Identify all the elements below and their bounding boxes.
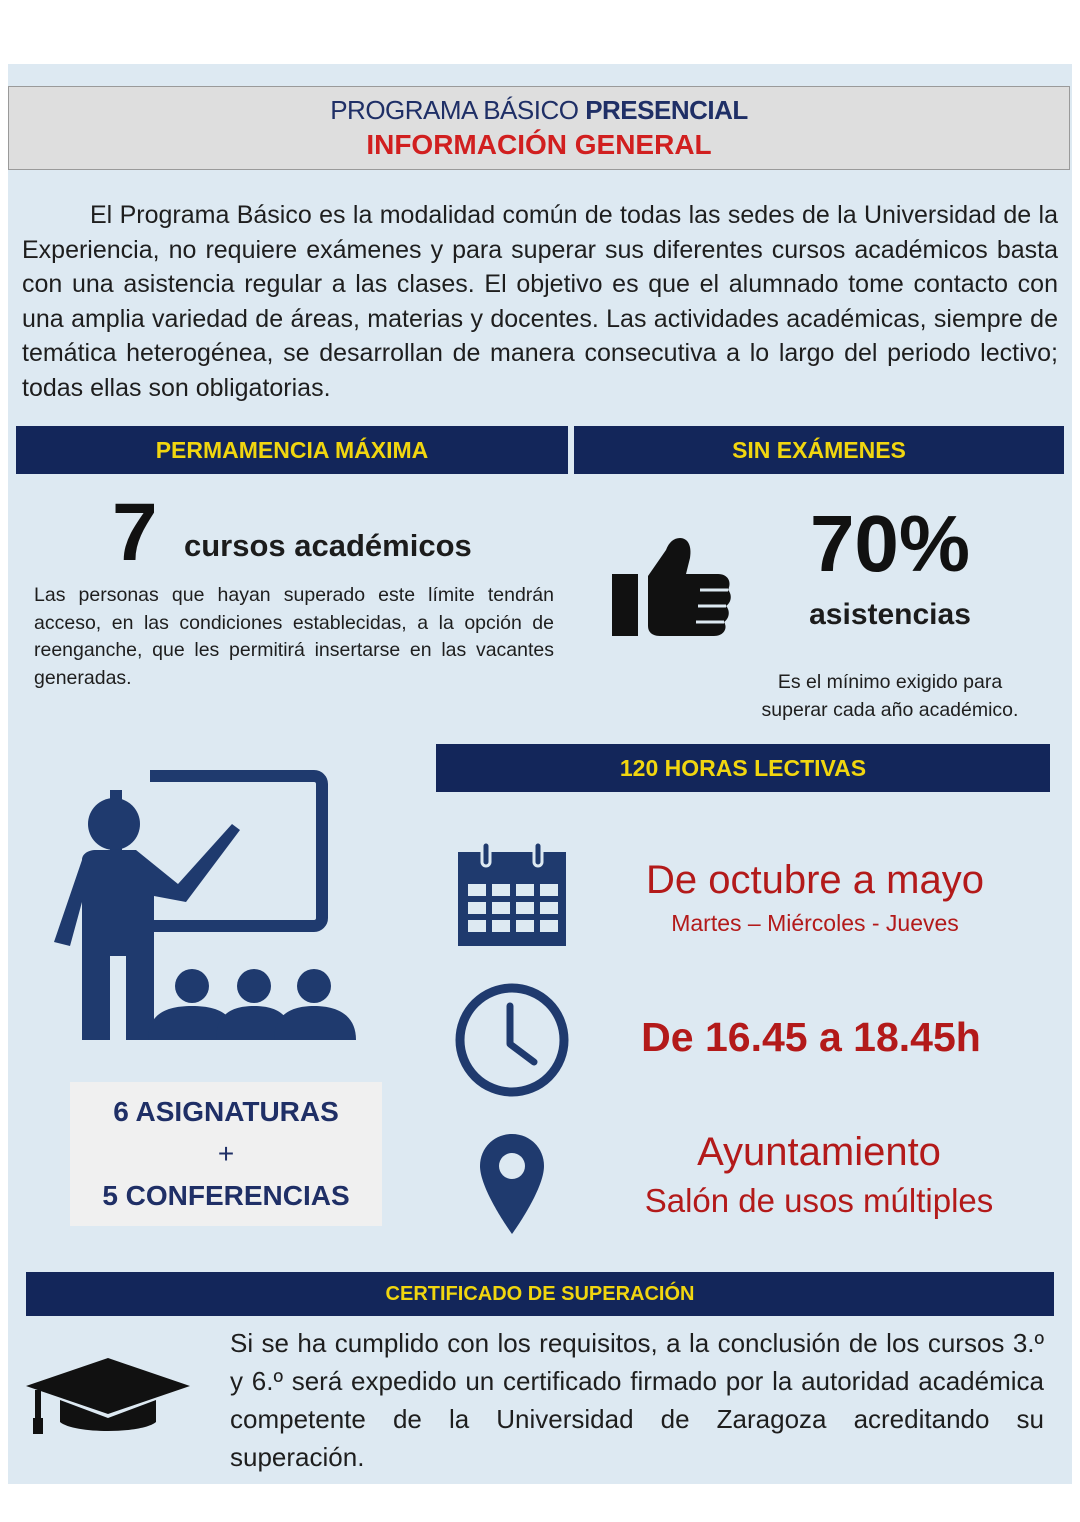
program-title-regular: PROGRAMA BÁSICO — [330, 95, 579, 125]
max-years-number: 7 — [112, 487, 158, 578]
permanencia-heading — [16, 426, 568, 474]
graduation-cap-icon — [24, 1356, 192, 1436]
attendance-note-line1: Es el mínimo exigido para — [777, 671, 1003, 693]
permanencia-text: Las personas que hayan superado este límite tendrán acceso, en las condiciones establecidas, a la opción de reenganche, que les permitirá insertarse en las vacantes generadas. — [34, 584, 554, 689]
examenes-heading — [574, 426, 1064, 474]
subjects-box — [70, 1082, 382, 1226]
clock-icon — [454, 982, 570, 1098]
conferences-count: 5 CONFERENCIAS — [102, 1180, 350, 1211]
attendance-label: asistencias — [809, 598, 971, 631]
section-title: INFORMACIÓN GENERAL — [366, 129, 712, 160]
days-text: Martes – Miércoles - Jueves — [671, 910, 959, 936]
certificado-heading-label: CERTIFICADO DE SUPERACIÓN — [385, 1283, 695, 1305]
thumbs-up-icon — [608, 536, 734, 642]
intro-paragraph: El Programa Básico es la modalidad común de todas las sedes de la Universidad de la Experiencia, no requiere exámenes y para superar sus diferentes cursos académicos basta con una asistencia regular a las clases. El objetivo es que el alumnado tome contacto con una amplia variedad de áreas, materias y docentes. Las actividades académicas, siempre de temática heterogénea, se desarrollan de manera consecutiva a lo largo del periodo lectivo; todas ellas son obligatorias. — [22, 201, 1058, 402]
horas-heading — [436, 744, 1050, 792]
teacher-classroom-icon — [44, 770, 364, 1046]
period-text: De octubre a mayo — [646, 858, 984, 902]
attendance-percent: 70% — [809, 499, 971, 588]
attendance-note-line2: superar cada año académico. — [761, 699, 1019, 721]
certificado-text: Si se ha cumplido con los requisitos, a la conclusión de los cursos 3.º y 6.º será expedido un certificado firmado por la autoridad académica competente de la Universidad de Zaragoza acreditando su superación. — [230, 1328, 1044, 1472]
attendance-note — [730, 668, 1050, 724]
location-pin-icon — [478, 1132, 546, 1236]
plus-sign: + — [217, 1138, 235, 1169]
calendar-icon — [456, 842, 568, 948]
horas-heading-label: 120 HORAS LECTIVAS — [619, 755, 867, 781]
examenes-heading-label: SIN EXÁMENES — [732, 437, 906, 463]
permanencia-heading-label: PERMAMENCIA MÁXIMA — [155, 437, 429, 463]
time-text: De 16.45 a 18.45h — [641, 1014, 981, 1060]
subjects-count: 6 ASIGNATURAS — [113, 1096, 339, 1127]
max-years-unit: cursos académicos — [184, 528, 472, 563]
place-text: Ayuntamiento — [697, 1130, 941, 1174]
title-box — [8, 86, 1070, 170]
program-title-bold: PRESENCIAL — [585, 95, 748, 125]
room-text: Salón de usos múltiples — [644, 1182, 994, 1219]
certificado-heading — [26, 1272, 1054, 1316]
program-title — [9, 95, 1069, 126]
